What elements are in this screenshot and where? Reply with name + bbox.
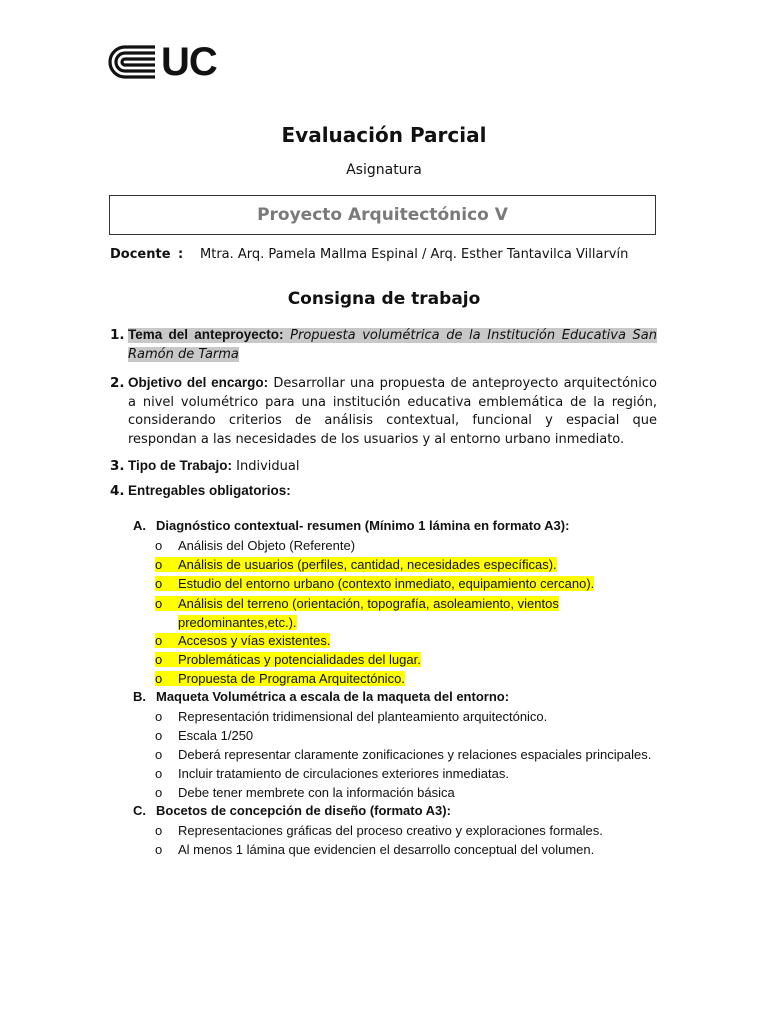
bullet-text: Representación tridimensional del planteamiento arquitectónico. [178, 709, 548, 724]
teacher-colon: : [178, 247, 184, 262]
bullet-item [155, 821, 603, 840]
list-item-text: Individual [236, 459, 300, 474]
bullet-marker: o [155, 709, 163, 724]
list-item-text: Desarrollar una propuesta de anteproyecto arquitectónico a nivel volumétrico para una institución educativa emblemática de la región, considerando criterios de análisis contextual, funcional y espacial que respondan a las necesidades de los usuarios y al entorno urbano inmediato. [128, 376, 657, 447]
bullet-item [155, 726, 253, 745]
list-item-text: Propuesta volumétrica de la Institución Educativa San Ramón de Tarma [128, 328, 657, 362]
subsection-title: Diagnóstico contextual- resumen (Mínimo 1 lámina en formato A3): [156, 518, 570, 533]
bullet-item [155, 783, 455, 802]
list-item-2 [110, 374, 657, 449]
course-name: Proyecto Arquitectónico V [257, 205, 508, 225]
list-item-1 [110, 326, 657, 364]
subsection-letter: C. [133, 803, 146, 818]
bullet-text: Estudio del entorno urbano (contexto inmediato, equipamiento cercano). [178, 576, 595, 591]
bullet-item [155, 555, 557, 574]
uc-logo [107, 40, 217, 84]
bullet-text: Debe tener membrete con la información básica [178, 785, 455, 800]
bullet-item [155, 764, 509, 783]
bullet-marker: o [155, 785, 163, 800]
bullet-marker: o [155, 671, 163, 686]
logo-text: UC [161, 40, 217, 84]
bullet-marker: o [155, 576, 163, 591]
bullet-item-continuation [178, 613, 297, 632]
list-item-4 [110, 482, 657, 502]
uc-logo-mark-icon [107, 45, 157, 79]
teacher-names: Mtra. Arq. Pamela Mallma Espinal / Arq. Esther Tantavilca Villarvín [200, 247, 629, 262]
bullet-item [155, 536, 355, 555]
bullet-marker: o [155, 596, 163, 611]
subsection-letter: A. [133, 518, 146, 533]
bullet-marker: o [155, 728, 163, 743]
bullet-marker: o [155, 747, 163, 762]
bullet-item [155, 631, 330, 650]
bullet-text: Representaciones gráficas del proceso creativo y exploraciones formales. [178, 823, 603, 838]
bullet-text: Escala 1/250 [178, 728, 254, 743]
bullet-marker: o [155, 652, 163, 667]
list-number: 4. [110, 483, 125, 499]
list-number: 1. [110, 327, 125, 343]
bullet-text: Análisis del Objeto (Referente) [178, 538, 356, 553]
bullet-item [155, 594, 559, 613]
subsection-letter: B. [133, 689, 146, 704]
bullet-text: Propuesta de Programa Arquitectónico. [178, 671, 405, 686]
list-item-heading: Objetivo del encargo: [128, 375, 269, 390]
subsection-title: Bocetos de concepción de diseño (formato A3): [156, 803, 451, 818]
list-item-heading: Entregables obligatorios: [128, 483, 291, 498]
list-number: 3. [110, 458, 125, 474]
course-name-box [109, 195, 656, 235]
bullet-marker: o [155, 766, 163, 781]
bullet-item [155, 840, 594, 859]
subsection-c [133, 803, 451, 818]
bullet-text: Problemáticas y potencialidades del lugar. [178, 652, 421, 667]
subsection-title: Maqueta Volumétrica a escala de la maqueta del entorno: [156, 689, 510, 704]
bullet-marker: o [155, 842, 163, 857]
bullet-item [155, 669, 405, 688]
subsection-b [133, 689, 509, 704]
list-number: 2. [110, 375, 125, 391]
bullet-text: Análisis del terreno (orientación, topografía, asoleamiento, vientos [178, 596, 559, 611]
bullet-marker: o [155, 557, 163, 572]
teacher-line [110, 247, 628, 262]
section-title: Consigna de trabajo [287, 289, 481, 309]
bullet-text: Análisis de usuarios (perfiles, cantidad, necesidades específicas). [178, 557, 557, 572]
subsection-a [133, 518, 569, 533]
bullet-marker: o [155, 633, 163, 648]
bullet-text: Incluir tratamiento de circulaciones exteriores inmediatas. [178, 766, 509, 781]
bullet-marker: o [155, 538, 163, 553]
teacher-label: Docente [110, 247, 171, 262]
bullet-text: Al menos 1 lámina que evidencien el desarrollo conceptual del volumen. [178, 842, 595, 857]
bullet-item [155, 574, 594, 593]
bullet-marker: o [155, 823, 163, 838]
list-item-heading: Tema del anteproyecto: [128, 327, 284, 342]
list-item-3 [110, 457, 657, 477]
bullet-text: Deberá representar claramente zonificaciones y relaciones espaciales principales. [178, 747, 652, 762]
document-title: Evaluación Parcial [281, 123, 487, 147]
bullet-text: predominantes,etc.). [178, 615, 297, 630]
bullet-item [155, 707, 547, 726]
document-subtitle: Asignatura [346, 162, 422, 178]
bullet-text: Accesos y vías existentes. [178, 633, 331, 648]
list-item-heading: Tipo de Trabajo: [128, 458, 233, 473]
bullet-item [155, 745, 651, 764]
bullet-item [155, 650, 421, 669]
